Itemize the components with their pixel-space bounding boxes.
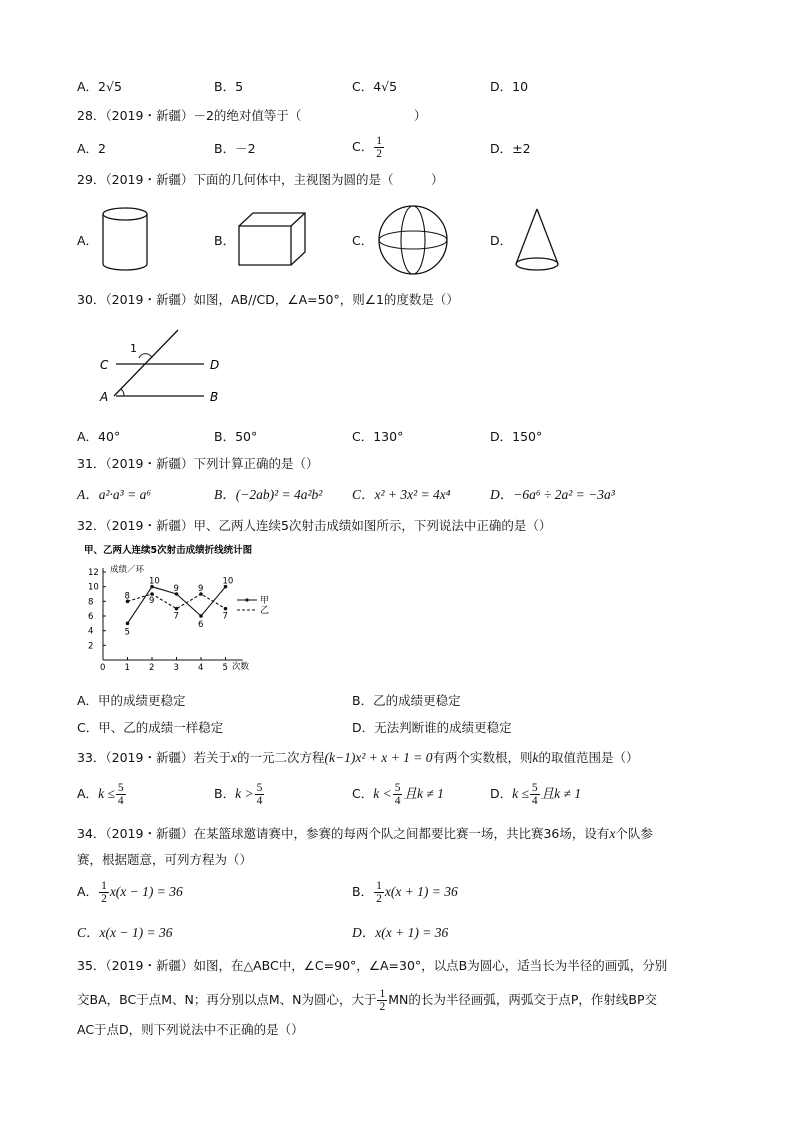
fraction-denominator: 2 <box>101 893 107 905</box>
data-label: 9 <box>173 584 179 594</box>
q35-stem-part: MN的长为半径画弧，两弧交于点P，作射线BP交 <box>388 992 658 1007</box>
q33-option-c <box>352 782 444 807</box>
data-label: 9 <box>198 584 204 594</box>
q32-option-d: D．无法判断谁的成绩更稳定 <box>352 720 512 735</box>
q29-option-c: C． <box>352 233 374 248</box>
q34-stem-line-2: 赛，根据题意，可列方程为（） <box>77 852 253 867</box>
chart-legend <box>237 595 269 616</box>
data-point <box>224 607 228 611</box>
fraction-numerator: 1 <box>376 135 382 147</box>
q32-option-a: A．甲的成绩更稳定 <box>77 693 186 708</box>
q33-variable-k: k <box>532 750 539 765</box>
x-tick-label: 3 <box>173 663 179 672</box>
x-tick-label: 5 <box>222 663 228 672</box>
q28-option-d: D．±2 <box>490 141 531 156</box>
y-tick-label: 8 <box>88 597 94 608</box>
q33-stem-part: 有两个实数根，则 <box>432 750 533 765</box>
parallel-lines-figure <box>96 326 236 408</box>
q34-option-b <box>352 880 458 905</box>
chart-marks <box>125 577 234 638</box>
label-b: B <box>210 390 219 404</box>
data-label: 5 <box>124 627 130 638</box>
q27-option-b: B．5 <box>214 79 244 94</box>
q35-stem-part: 交BA，BC于点M、N；再分别以点M、N为圆心，大于 <box>77 992 377 1007</box>
q28-option-b: B．－2 <box>214 141 256 156</box>
fraction-numerator: 5 <box>394 782 401 794</box>
q29-option-b: B． <box>214 233 236 248</box>
option-prefix: B． <box>214 786 236 801</box>
option-relation: k < <box>373 786 392 801</box>
y-tick-label: 6 <box>88 612 94 622</box>
data-label: 10 <box>222 576 234 587</box>
fraction-denominator: 2 <box>376 148 382 160</box>
option-prefix: A． <box>77 884 99 899</box>
label-a: A <box>100 390 109 404</box>
q34-stem-line-1 <box>77 826 653 842</box>
q28-option-c <box>352 135 385 160</box>
q33-option-b <box>214 782 265 807</box>
data-label: 7 <box>173 611 179 622</box>
fraction-one-half <box>374 880 384 905</box>
fraction-denominator: 2 <box>376 893 382 905</box>
q34-stem-part: 34．（2019・新疆）在某篮球邀请赛中，参赛的每两个队之间都要比赛一场，共比赛36场，设有 <box>77 826 610 841</box>
fraction-denominator: 4 <box>394 795 401 807</box>
fraction-denominator: 2 <box>379 1001 386 1013</box>
fraction-denominator: 4 <box>117 795 124 807</box>
data-label: 9 <box>149 596 155 606</box>
q31-option-d: D．−6a⁶ ÷ 2a² = −3a³ <box>490 487 615 502</box>
q29-option-d: D． <box>490 233 513 248</box>
data-label: 8 <box>124 591 130 602</box>
q30-option-c: C．130° <box>352 429 404 444</box>
option-prefix: D． <box>490 786 513 801</box>
legend-label: 乙 <box>260 606 270 616</box>
data-label: 7 <box>222 611 228 622</box>
q32-stem: 32．（2019・新疆）甲、乙两人连续5次射击成绩如图所示，下列说法中正确的是（） <box>77 518 552 533</box>
option-prefix: A． <box>77 786 99 801</box>
q27-option-a: A．2√5 <box>77 79 122 94</box>
x-tick-label: 1 <box>124 663 130 672</box>
data-label: 6 <box>198 620 204 630</box>
q28-stem: 28．（2019・新疆）－2的绝对值等于（ ） <box>77 108 427 123</box>
q27-option-c: C．4√5 <box>352 79 398 94</box>
q30-option-d: D．150° <box>490 429 543 444</box>
fraction-denominator: 4 <box>256 795 263 807</box>
q33-equation: (k−1)x² + x + 1 = 0 <box>324 750 433 765</box>
q32-option-b: B．乙的成绩更稳定 <box>352 693 461 708</box>
x-tick-label: 2 <box>149 663 155 672</box>
q27-option-d: D．10 <box>490 79 529 94</box>
q31-option-b: B．(−2ab)² = 4a²b² <box>214 487 323 502</box>
q29-option-a: A． <box>77 233 99 248</box>
fraction <box>255 782 265 807</box>
cylinder-figure <box>100 205 150 273</box>
option-relation: k > <box>235 786 254 801</box>
option-tail: 且k ≠ 1 <box>540 786 582 801</box>
q34-stem-part: 个队参 <box>615 826 653 841</box>
q32-option-c: C．甲、乙的成绩一样稳定 <box>77 720 224 735</box>
shooting-score-line-chart <box>84 542 274 672</box>
option-relation: k ≤ <box>512 786 529 801</box>
q30-stem: 30．（2019・新疆）如图，AB//CD，∠A=50°，则∠1的度数是（） <box>77 292 459 307</box>
x-tick-label: 0 <box>100 663 106 672</box>
q30-option-a: A．40° <box>77 429 121 444</box>
data-point <box>175 607 179 611</box>
cone-figure <box>512 206 562 274</box>
fraction-numerator: 1 <box>101 880 107 892</box>
chart-title: 甲、乙两人连续5次射击成绩折线统计图 <box>84 545 253 556</box>
fraction-one-half <box>377 988 387 1013</box>
sphere-figure <box>374 203 452 277</box>
fraction-one-half <box>99 880 109 905</box>
q31-stem: 31．（2019・新疆）下列计算正确的是（） <box>77 456 319 471</box>
q33-stem-part: 33．（2019・新疆）若关于 <box>77 750 231 765</box>
q28-option-c-fraction <box>374 135 384 160</box>
option-expression: x(x − 1) = 36 <box>109 884 183 899</box>
q33-variable-x: x <box>230 750 237 765</box>
fraction-numerator: 5 <box>256 782 263 794</box>
q30-option-b: B．50° <box>214 429 258 444</box>
fraction-numerator: 1 <box>379 988 386 1000</box>
chart-x-axis-label: 次数 <box>232 662 250 672</box>
fraction-numerator: 5 <box>531 782 538 794</box>
q34-option-a <box>77 880 183 905</box>
transversal-line <box>114 330 178 396</box>
legend-marker <box>245 598 248 601</box>
fraction <box>393 782 403 807</box>
option-prefix: B． <box>352 884 374 899</box>
chart-y-axis-label: 成绩／环 <box>110 565 145 575</box>
y-tick-label: 10 <box>88 582 99 593</box>
angle-1-arc <box>139 354 152 358</box>
label-c: C <box>100 358 109 372</box>
cube-figure <box>236 210 308 268</box>
y-tick-label: 12 <box>88 568 99 578</box>
fraction-denominator: 4 <box>531 795 538 807</box>
q29-stem: 29．（2019・新疆）下面的几何体中，主视图为圆的是（ ） <box>77 172 444 187</box>
q31-option-a: A．a²·a³ = a⁶ <box>77 487 152 502</box>
x-tick-label: 4 <box>198 663 204 672</box>
q34-option-d: D．x(x + 1) = 36 <box>352 925 449 940</box>
q33-option-d <box>490 782 581 807</box>
q33-stem <box>77 750 638 766</box>
q31-option-c: C．x² + 3x² = 4x⁴ <box>352 487 451 502</box>
q28-option-a: A．2 <box>77 141 107 156</box>
fraction <box>116 782 126 807</box>
q33-stem-part: 的一元二次方程 <box>236 750 325 765</box>
option-prefix: C． <box>352 786 374 801</box>
q34-option-c: C．x(x − 1) = 36 <box>77 925 173 940</box>
q35-stem-line-2 <box>77 988 657 1013</box>
y-tick-label: 4 <box>88 626 94 637</box>
data-label: 10 <box>149 576 160 587</box>
q33-stem-part: 的取值范围是（） <box>538 750 639 765</box>
fraction-numerator: 5 <box>117 782 124 794</box>
legend-label: 甲 <box>260 596 270 606</box>
q34-variable-x: x <box>609 826 616 841</box>
option-expression: x(x + 1) = 36 <box>384 884 458 899</box>
q35-stem-line-1: 35．（2019・新疆）如图，在△ABC中，∠C=90°，∠A=30°，以点B为圆心，适当长为半径的画弧，分别 <box>77 958 668 973</box>
label-d: D <box>210 358 220 372</box>
data-point <box>199 614 203 618</box>
label-angle-1: 1 <box>130 342 137 355</box>
option-relation: k ≤ <box>98 786 115 801</box>
data-point <box>126 622 130 626</box>
fraction <box>530 782 540 807</box>
q33-option-a <box>77 782 127 807</box>
chart-axes <box>88 568 243 672</box>
y-tick-label: 2 <box>88 641 94 652</box>
fraction-numerator: 1 <box>376 880 382 892</box>
angle-a-arc <box>121 389 124 396</box>
q35-stem-line-3: AC于点D，则下列说法中不正确的是（） <box>77 1022 304 1037</box>
option-tail: 且k ≠ 1 <box>403 786 444 801</box>
q28-option-c-prefix: C． <box>352 139 374 154</box>
